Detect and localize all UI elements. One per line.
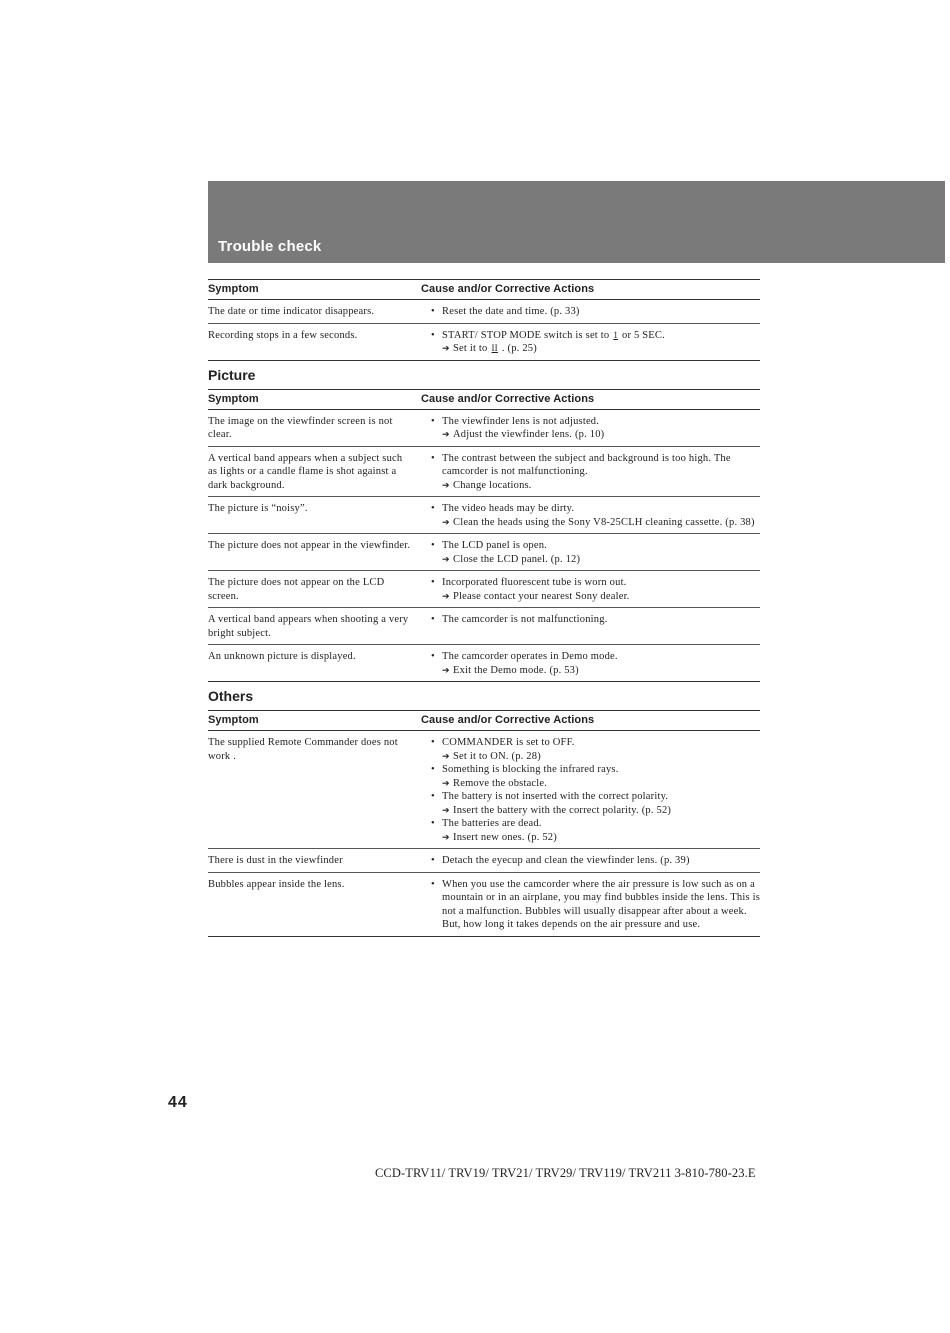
action-line — [442, 664, 760, 678]
arrow-icon: ➔ — [442, 516, 450, 527]
page-title: Trouble check — [218, 238, 322, 255]
symptom-cell: The supplied Remote Commander does not work . — [208, 731, 421, 849]
arrow-icon: ➔ — [442, 831, 450, 842]
bullet-glyph: • — [431, 577, 435, 588]
action-text: Remove the obstacle. — [453, 777, 548, 789]
cause-text: The battery is not inserted with the correct polarity. — [442, 791, 669, 802]
cause-list — [421, 878, 760, 932]
trouble-table — [208, 710, 760, 937]
cause-item — [421, 452, 760, 493]
arrow-icon: ➔ — [442, 479, 450, 490]
symptom-cell: The picture does not appear on the LCD screen. — [208, 571, 421, 608]
action-line — [442, 777, 760, 791]
symptom-cell: An unknown picture is displayed. — [208, 645, 421, 682]
cause-text-post: or 5 SEC. — [622, 329, 665, 341]
cause-text: The video heads may be dirty. — [442, 503, 575, 514]
mode-icon: 1 — [613, 329, 619, 340]
table-row — [208, 534, 760, 571]
bullet-glyph: • — [431, 306, 435, 317]
cause-text — [442, 329, 760, 343]
bullet-glyph: • — [431, 329, 435, 341]
cause-item — [421, 329, 760, 356]
bullet-glyph: • — [431, 818, 435, 829]
cause-cell — [421, 571, 760, 608]
action-line — [442, 479, 760, 493]
cause-item — [421, 790, 760, 817]
bullet-glyph: • — [431, 651, 435, 662]
cause-text: Detach the eyecup and clean the viewfinder lens. (p. 39) — [442, 855, 690, 866]
cause-item — [421, 502, 760, 529]
cause-item — [421, 576, 760, 603]
cause-text: The camcorder is not malfunctioning. — [442, 614, 608, 625]
table-row — [208, 300, 760, 324]
symptom-column-header: Symptom — [208, 711, 421, 731]
bullet-glyph: • — [431, 415, 435, 427]
symptom-cell: Bubbles appear inside the lens. — [208, 872, 421, 936]
bullet-glyph: • — [431, 878, 435, 890]
symptom-cell: The picture does not appear in the viewfinder. — [208, 534, 421, 571]
bullet-glyph: • — [431, 737, 435, 748]
cause-list — [421, 854, 760, 868]
cause-cell — [421, 849, 760, 873]
cause-text: The LCD panel is open. — [442, 540, 548, 551]
arrow-icon: ➔ — [442, 429, 450, 439]
section-heading: Picture — [208, 366, 256, 383]
cause-list — [421, 539, 760, 566]
arrow-icon: ➔ — [442, 777, 450, 788]
cause-item — [421, 415, 760, 442]
table-row — [208, 497, 760, 534]
symptom-cell: The picture is “noisy”. — [208, 497, 421, 534]
action-text-post: . (p. 25) — [501, 343, 537, 354]
cause-text: COMMANDER is set to OFF. — [442, 737, 575, 748]
action-text: Clean the heads using the Sony V8-25CLH cleaning cassette. (p. 38) — [453, 516, 755, 528]
table-row — [208, 571, 760, 608]
symptom-cell: The date or time indicator disappears. — [208, 300, 421, 324]
mode-icon: II — [491, 343, 498, 353]
bullet-glyph: • — [431, 503, 435, 514]
bullet-glyph: • — [431, 540, 435, 551]
symptom-column-header: Symptom — [208, 280, 421, 300]
table-row — [208, 731, 760, 849]
action-line — [442, 428, 760, 442]
action-text: Change locations. — [453, 479, 532, 491]
table-row — [208, 446, 760, 497]
action-text: Exit the Demo mode. (p. 53) — [453, 664, 579, 676]
cause-cell — [421, 645, 760, 682]
table-row — [208, 323, 760, 360]
cause-cell — [421, 300, 760, 324]
bullet-glyph: • — [431, 764, 435, 775]
model-code: CCD-TRV11/ TRV19/ TRV21/ TRV29/ TRV119/ TRV211 3-810-780-23.E — [375, 1166, 756, 1180]
cause-list — [421, 736, 760, 844]
bullet-glyph: • — [431, 855, 435, 866]
section-heading: Others — [208, 688, 254, 704]
cause-column-header: Cause and/or Corrective Actions — [421, 389, 760, 409]
table-row — [208, 645, 760, 682]
arrow-icon: ➔ — [442, 664, 450, 675]
bullet-glyph: • — [431, 452, 435, 464]
cause-text: When you use the camcorder where the air pressure is low such as on a mountain or in an airplane, you may find bubbles inside the lens. This is not a malfunction. Bubbles will usually disappear after about a week. But, how long it takes depends on the air pressure and use. — [442, 878, 760, 930]
header-band — [208, 181, 945, 263]
cause-column-header: Cause and/or Corrective Actions — [421, 711, 760, 731]
symptom-cell: A vertical band appears when shooting a very bright subject. — [208, 608, 421, 645]
action-text: Set it to ON. (p. 28) — [453, 750, 541, 762]
cause-list — [421, 415, 760, 442]
action-text: Insert the battery with the correct polarity. (p. 52) — [453, 804, 672, 816]
cause-item — [421, 305, 760, 319]
cause-text-pre: START/ STOP MODE switch is set to — [442, 329, 610, 341]
action-line — [442, 342, 760, 356]
bullet-glyph: • — [431, 614, 435, 625]
cause-item — [421, 613, 760, 627]
symptom-cell: Recording stops in a few seconds. — [208, 323, 421, 360]
cause-text: Something is blocking the infrared rays. — [442, 764, 619, 775]
cause-text: Reset the date and time. (p. 33) — [442, 306, 580, 317]
action-text: Please contact your nearest Sony dealer. — [453, 590, 630, 602]
cause-cell — [421, 534, 760, 571]
cause-column-header: Cause and/or Corrective Actions — [421, 280, 760, 300]
cause-text: The batteries are dead. — [442, 818, 542, 829]
table-row — [208, 409, 760, 446]
cause-list — [421, 305, 760, 319]
cause-item — [421, 854, 760, 868]
action-line — [442, 590, 760, 604]
page-number: 44 — [168, 1094, 188, 1111]
action-text: Adjust the viewfinder lens. (p. 10) — [453, 429, 605, 440]
action-text-pre: Set it to — [453, 343, 488, 354]
cause-list — [421, 452, 760, 493]
cause-list — [421, 329, 760, 356]
cause-item — [421, 650, 760, 677]
cause-item — [421, 736, 760, 763]
arrow-icon: ➔ — [442, 750, 450, 761]
cause-item — [421, 539, 760, 566]
cause-list — [421, 650, 760, 677]
cause-text: The viewfinder lens is not adjusted. — [442, 415, 600, 427]
arrow-icon: ➔ — [442, 343, 450, 353]
cause-cell — [421, 409, 760, 446]
cause-text: The camcorder operates in Demo mode. — [442, 651, 618, 662]
cause-item — [421, 817, 760, 844]
trouble-table — [208, 389, 760, 683]
table-row — [208, 849, 760, 873]
table-row — [208, 872, 760, 936]
arrow-icon: ➔ — [442, 590, 450, 601]
arrow-icon: ➔ — [442, 553, 450, 564]
cause-list — [421, 576, 760, 603]
cause-cell — [421, 608, 760, 645]
cause-cell — [421, 731, 760, 849]
action-line — [442, 804, 760, 818]
symptom-column-header: Symptom — [208, 389, 421, 409]
cause-cell — [421, 497, 760, 534]
symptom-cell: There is dust in the viewfinder — [208, 849, 421, 873]
cause-list — [421, 502, 760, 529]
arrow-icon: ➔ — [442, 804, 450, 815]
cause-item — [421, 763, 760, 790]
symptom-cell: The image on the viewfinder screen is not clear. — [208, 409, 421, 446]
symptom-cell: A vertical band appears when a subject such as lights or a candle flame is shot against a dark background. — [208, 446, 421, 497]
action-line — [442, 831, 760, 845]
trouble-table — [208, 279, 760, 361]
cause-text: Incorporated fluorescent tube is worn out. — [442, 577, 627, 588]
cause-cell — [421, 872, 760, 936]
action-line — [442, 750, 760, 764]
action-line — [442, 516, 760, 530]
action-text: Insert new ones. (p. 52) — [453, 831, 557, 843]
cause-item — [421, 878, 760, 932]
trouble-check-content — [208, 279, 760, 937]
cause-cell — [421, 446, 760, 497]
cause-list — [421, 613, 760, 627]
bullet-glyph: • — [431, 791, 435, 802]
action-line — [442, 553, 760, 567]
cause-text: The contrast between the subject and background is too high. The camcorder is not malfunctioning. — [442, 452, 731, 477]
action-text: Close the LCD panel. (p. 12) — [453, 553, 581, 565]
cause-cell — [421, 323, 760, 360]
table-row — [208, 608, 760, 645]
